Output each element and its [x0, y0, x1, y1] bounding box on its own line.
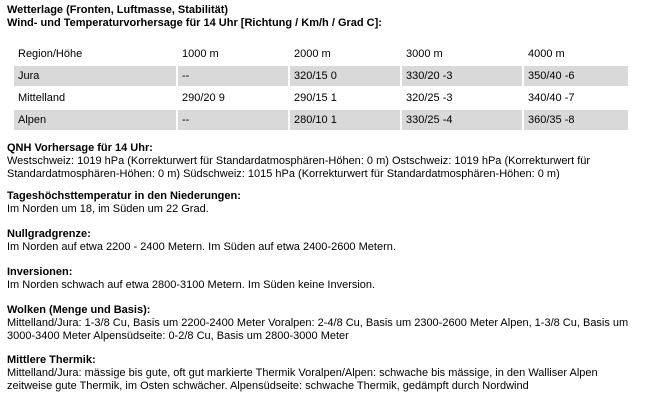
section-heading: Inversionen: — [7, 266, 73, 278]
section-qnh — [7, 142, 643, 181]
column-header-1000m: 1000 m — [182, 47, 219, 60]
table-cell: 330/20 -3 — [402, 66, 522, 86]
table-cell: -- — [178, 66, 288, 86]
section-text: Westschweiz: 1019 hPa (Korrekturwert für Standardatmosphären-Höhen: 0 m) Ostschweiz: 1019 hPa (Korrekturwert für Standardatmosphären-Höhen: 0 m) Südschweiz: 1015 hPa (Korrekturwert für Standardatmosphären-Höhen: 0 m) — [7, 155, 591, 180]
column-header-2000m: 2000 m — [294, 47, 331, 60]
column-header-4000m: 4000 m — [528, 47, 565, 60]
section-text: Mittelland/Jura: 1-3/8 Cu, Basis um 2200-2400 Meter Voralpen: 2-4/8 Cu, Basis um 2300-2600 Meter Alpen, 1-3/8 Cu, Basis um 3000-3400 Meter Alpensüdseite: 0-2/8 Cu, Basis um 2800-3000 Meter — [7, 317, 629, 342]
section-heading: Wolken (Menge und Basis): — [7, 304, 151, 316]
table-cell: Mittelland — [18, 91, 66, 104]
table-cell: 290/15 1 — [294, 91, 337, 104]
section-heading: Mittlere Thermik: — [7, 354, 96, 366]
section-heading: Tageshöchsttemperatur in den Niederungen: — [7, 190, 241, 202]
wind-temperature-table — [12, 42, 630, 132]
section-thermals — [7, 354, 643, 393]
table-cell: Alpen — [14, 110, 176, 130]
table-cell: 360/35 -8 — [524, 110, 628, 130]
table-cell: 320/25 -3 — [406, 91, 453, 104]
section-max-temperature — [7, 190, 643, 216]
section-freezing-level — [7, 228, 643, 254]
table-cell: -- — [178, 110, 288, 130]
wind-temperature-subtitle: Wind- und Temperaturvorhersage für 14 Uhr [Richtung / Km/h / Grad C]: — [7, 17, 382, 29]
table-cell: 280/10 1 — [290, 110, 400, 130]
section-text: Im Norden schwach auf etwa 2800-3100 Metern. Im Süden keine Inversion. — [7, 279, 376, 291]
table-cell: 320/15 0 — [290, 66, 400, 86]
table-cell: 350/40 -6 — [524, 66, 628, 86]
table-cell: 340/40 -7 — [528, 91, 575, 104]
table-row-alpen — [14, 110, 628, 130]
column-header-region: Region/Höhe — [18, 47, 83, 60]
section-text: Im Norden auf etwa 2200 - 2400 Metern. Im Süden auf etwa 2400-2600 Metern. — [7, 241, 396, 253]
table-row-mittelland — [14, 88, 628, 108]
table-row-jura — [14, 66, 628, 86]
table-cell: 330/25 -4 — [402, 110, 522, 130]
section-text: Mittelland/Jura: mässige bis gute, oft gut markierte Thermik Voralpen/Alpen: schwache bis mässige, in den Walliser Alpen zeitweise gute Thermik, im Osten schwächer. Alpensüdseite: schwache Thermik, gedämpft durch Nordwind — [7, 367, 598, 392]
section-text: Im Norden um 18, im Süden um 22 Grad. — [7, 203, 209, 215]
section-clouds — [7, 304, 643, 343]
page-title: Wetterlage (Fronten, Luftmasse, Stabilität) — [7, 4, 229, 16]
column-header-3000m: 3000 m — [406, 47, 443, 60]
section-heading: Nullgradgrenze: — [7, 228, 91, 240]
table-header-row — [14, 44, 628, 64]
table-cell: Jura — [14, 66, 176, 86]
section-inversions — [7, 266, 643, 292]
table-cell: 290/20 9 — [182, 91, 225, 104]
section-heading: QNH Vorhersage für 14 Uhr: — [7, 142, 153, 154]
